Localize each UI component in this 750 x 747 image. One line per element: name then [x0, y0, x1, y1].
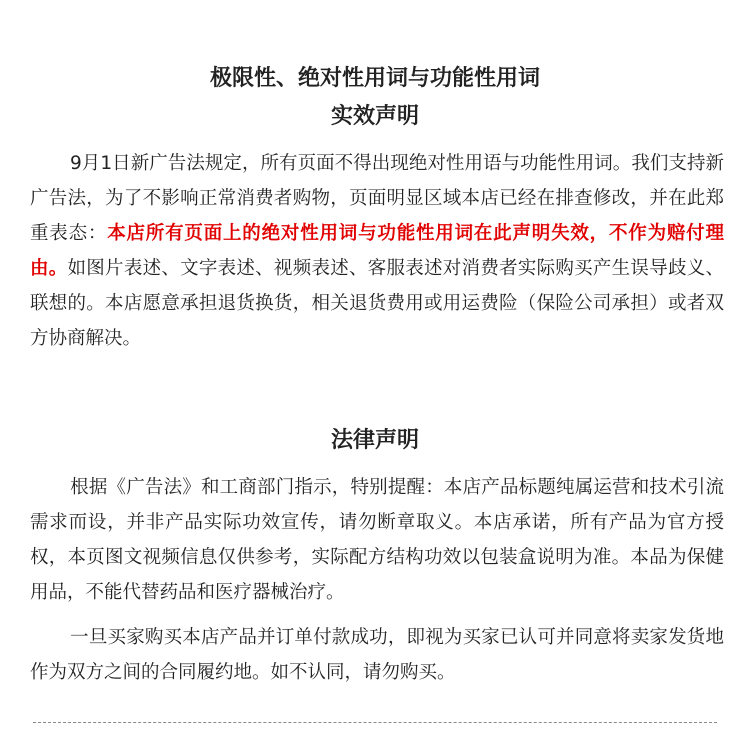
- statement-title-line1: 极限性、绝对性用词与功能性用词: [209, 66, 540, 91]
- statement-highlight-text: 本店所有页面上的绝对性用词与功能性用词在此声明失效，不作为赔付理由。: [30, 223, 724, 279]
- legal-paragraph-1: [30, 470, 724, 610]
- statement-text-b: 如图片表述、文字表述、视频表述、客服表述对消费者实际购买产生误导歧义、联想的。本店愿意承担退货换货，相关退货费用或用运费险（保险公司承担）或者双方协商解决。: [30, 258, 724, 349]
- statement-title-line2: 实效声明: [330, 104, 419, 129]
- legal-text-2: 一旦买家购买本店产品并订单付款成功，即视为买家已认可并同意将卖家发货地作为双方之间的合同履约地。如不认同，请勿购买。: [30, 627, 724, 683]
- statement-paragraph: [30, 146, 724, 356]
- statement-text-a: 9月1日新广告法规定，所有页面不得出现绝对性用语与功能性用词。我们支持新广告法，为了不影响正常消费者购物，页面明显区域本店已经在排查修改，并在此郑重表态：: [30, 153, 724, 244]
- legal-text-1: 根据《广告法》和工商部门指示，特别提醒：本店产品标题纯属运营和技术引流需求而设，并非产品实际功效宣传，请勿断章取义。本店承诺，所有产品为官方授权，本页图文视频信息仅供参考，实际配方结构功效以包装盒说明为准。本品为保健用品，不能代替药品和医疗器械治疗。: [30, 477, 724, 603]
- legal-title: 法律声明: [330, 428, 419, 453]
- legal-paragraph-2: [30, 620, 724, 690]
- dashed-divider: [33, 722, 717, 723]
